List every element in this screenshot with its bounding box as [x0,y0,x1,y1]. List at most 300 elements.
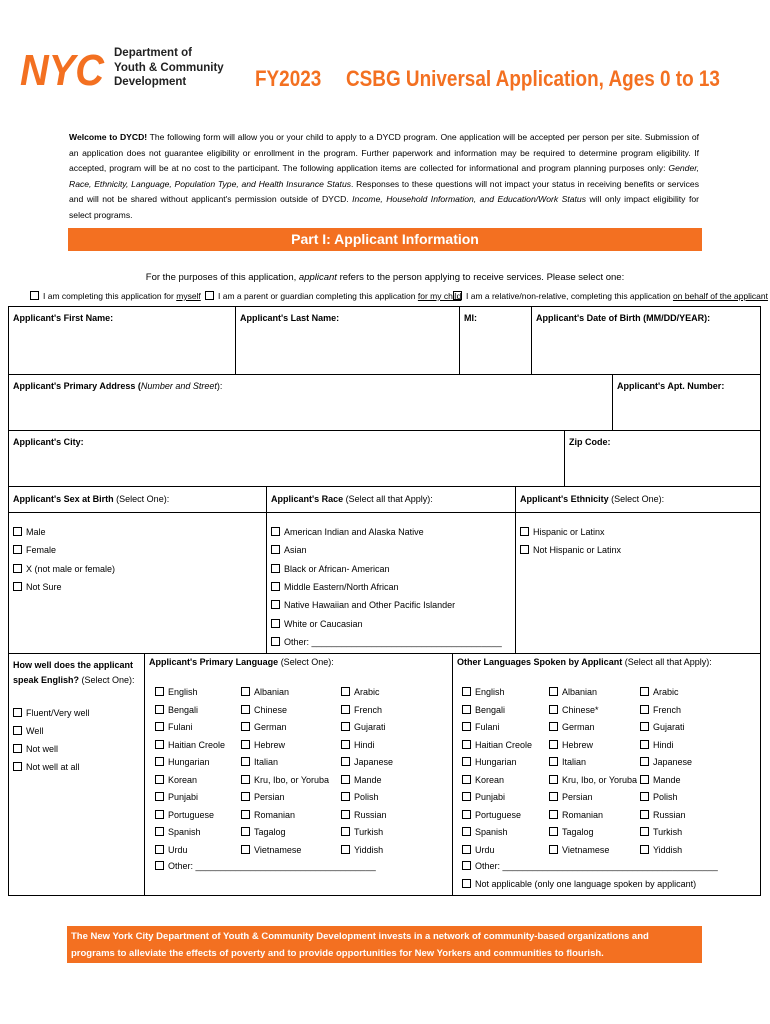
language-option[interactable] [640,810,686,820]
option-label: French [354,704,383,715]
option-label: Not well [26,744,59,754]
checkbox[interactable] [13,582,22,591]
city-label: Applicant's City: [13,437,84,447]
option-label: Korean [168,774,198,785]
language-option[interactable] [241,687,289,697]
checkbox[interactable] [341,722,350,731]
mi-label: MI: [464,313,477,323]
checkbox[interactable] [549,792,558,801]
checkbox[interactable] [13,708,22,717]
language-option[interactable] [241,757,278,767]
english-option[interactable] [13,708,90,718]
english-label-note: (Select One): [79,675,135,685]
option-label: Russian [354,809,387,820]
option-label: Japanese [653,757,693,767]
checkbox[interactable] [341,775,350,784]
sex-option[interactable] [13,527,46,537]
language-option[interactable] [341,722,386,732]
option-label: Not applicable (only one language spoken by applicant) [475,879,697,889]
option-label: Haitian Creole [168,739,226,750]
checkbox[interactable] [13,564,22,573]
checkbox[interactable] [341,792,350,801]
option-label: French [653,704,682,715]
footer-line: The New York City Department of Youth & Community Development invests in a network of community-based organizations and [71,931,649,942]
checkbox[interactable] [462,810,471,819]
checkbox[interactable] [520,545,529,554]
english-option[interactable] [13,744,58,754]
checkbox[interactable] [13,726,22,735]
option-label: Korean [475,774,505,785]
checkbox[interactable] [241,810,250,819]
other-languages-other[interactable] [462,861,718,871]
option-label: Gujarati [653,722,685,732]
checkbox[interactable] [241,827,250,836]
option-label: Italian [254,757,279,767]
checkbox[interactable] [155,775,164,784]
language-option[interactable] [549,705,599,715]
english-label-b: speak English? [13,675,80,685]
checkbox[interactable] [462,879,471,888]
dept-line: Youth & Community [114,61,224,74]
checkbox[interactable] [30,291,39,300]
option-label: Not well at all [26,762,80,772]
option-label: Hebrew [562,739,594,750]
checkbox[interactable] [271,600,280,609]
checkbox[interactable] [341,740,350,749]
dob-label: Applicant's Date of Birth (MM/DD/YEAR): [536,313,711,323]
checkbox[interactable] [549,827,558,836]
option-label-underline: on behalf of the applicant [672,291,768,301]
race-label-text: Applicant's Race [271,494,344,504]
last-name-label: Applicant's Last Name: [240,313,340,323]
ethnicity-option[interactable] [520,545,621,555]
checkbox[interactable] [640,740,649,749]
checkbox[interactable] [640,827,649,836]
checkbox[interactable] [271,619,280,628]
checkbox[interactable] [462,792,471,801]
option-label: Female [26,545,57,555]
language-option[interactable] [640,827,682,837]
checkbox[interactable] [241,775,250,784]
other-languages-not-applicable[interactable] [462,879,696,889]
option-label: Arabic [653,687,679,697]
address-label-c: ): [216,381,223,391]
option-label: Fulani [168,722,193,732]
checkbox[interactable] [462,687,471,696]
checkbox[interactable] [462,757,471,766]
intro-text: The following form will allow you or your child to apply to a DYCD program. One application will be accepted per person per site. Submission of an application does not guarantee eligibility or enrollment in the program. Further paperwork and information may be required to determine program eligibility. If accepted, program will be at no cost to the participant. The following application items are collected for informational and program planning purposes only: [69,132,699,174]
language-option[interactable] [640,792,678,802]
race-option[interactable] [271,582,399,592]
checkbox[interactable] [640,775,649,784]
purposes-part: For the purposes of this application, [145,272,299,283]
english-label-a: How well does the applicant [13,660,134,670]
language-option[interactable] [549,775,637,785]
language-option[interactable] [462,722,500,732]
language-option[interactable] [155,792,198,802]
option-label: Hindi [354,739,375,750]
footer-banner [67,926,702,963]
option-label: X (not male or female) [26,564,116,574]
language-option[interactable] [241,845,301,855]
race-option[interactable] [271,619,363,629]
department-name [114,46,224,90]
checkbox[interactable] [549,687,558,696]
option-label: Not Sure [26,582,62,592]
language-option[interactable] [549,687,597,697]
checkbox[interactable] [341,810,350,819]
checkbox[interactable] [640,792,649,801]
checkbox[interactable] [241,687,250,696]
language-option[interactable] [241,810,295,820]
option-label: Haitian Creole [475,739,533,750]
language-option[interactable] [155,687,198,697]
option-label: Bengali [168,704,199,715]
language-option[interactable] [341,792,379,802]
option-label: Fluent/Very well [26,708,90,718]
ethnicity-option[interactable] [520,527,605,537]
checkbox[interactable] [462,827,471,836]
option-for-child[interactable] [205,291,461,301]
checkbox[interactable] [155,810,164,819]
language-option[interactable] [462,775,504,785]
nyc-logo-text: NYC [20,47,106,91]
language-option[interactable] [341,740,375,750]
purposes-italic: applicant [298,272,337,283]
language-option[interactable] [341,845,383,855]
checkbox[interactable] [462,845,471,854]
option-label: Arabic [354,687,380,697]
option-label: Other: ____________________________________ [168,861,376,871]
option-label: Punjabi [168,792,199,802]
checkbox[interactable] [13,744,22,753]
intro-text: . Responses to these questions will not impact your status in receiving benefits or services and will not be shared without applicant's permission outside of DYCD. [69,178,700,205]
option-on-behalf[interactable] [453,291,768,301]
language-option[interactable] [155,810,214,820]
option-label: Yiddish [354,844,384,855]
option-label: Vietnamese [562,844,610,855]
option-label-underline: for my child [417,291,462,301]
option-label: Italian [562,757,587,767]
checkbox[interactable] [341,687,350,696]
ethnicity-label-text: Applicant's Ethnicity [520,494,609,504]
option-label: Portuguese [168,809,215,820]
english-option[interactable] [13,762,80,772]
language-option[interactable] [241,827,286,837]
other-languages-label-text: Other Languages Spoken by Applicant [457,657,623,667]
option-label: Persian [562,792,593,802]
footer-line: programs to alleviate the effects of poverty and to provide opportunities for New Yorkers and communities to flourish. [71,948,604,959]
checkbox[interactable] [13,527,22,536]
option-label: I am a relative/non-relative, completing this application [466,291,673,301]
checkbox[interactable] [241,722,250,731]
language-option[interactable] [155,757,210,767]
option-label: Black or African- American [284,564,390,574]
section-header-part1: Part I: Applicant Information [68,228,702,251]
option-label: Bengali [475,704,506,715]
checkbox[interactable] [453,291,462,300]
checkbox[interactable] [462,740,471,749]
checkbox[interactable] [549,810,558,819]
checkbox[interactable] [241,792,250,801]
checkbox[interactable] [549,722,558,731]
checkbox[interactable] [549,740,558,749]
option-myself[interactable] [30,291,201,301]
option-label: Tagalog [562,827,594,837]
option-label: Other: ______________________________________ [284,637,502,647]
apt-label: Applicant's Apt. Number: [617,381,725,391]
option-label: Mande [354,774,382,785]
checkbox[interactable] [155,722,164,731]
option-label: Hebrew [254,739,286,750]
option-label: Male [26,527,46,537]
language-option[interactable] [549,810,603,820]
checkbox[interactable] [241,705,250,714]
checkbox[interactable] [462,705,471,714]
language-option[interactable] [549,722,595,732]
option-label: White or Caucasian [284,619,363,629]
option-label: Not Hispanic or Latinx [533,545,622,555]
option-label: German [254,722,287,732]
checkbox[interactable] [549,845,558,854]
option-label: I am completing this application for [43,291,177,301]
checkbox[interactable] [341,705,350,714]
sex-label-note: (Select One): [113,494,170,504]
language-option[interactable] [341,687,380,697]
other-languages-label [457,657,712,667]
option-label: Albanian [254,687,290,697]
language-option[interactable] [640,705,681,715]
checkbox[interactable] [271,527,280,536]
checkbox[interactable] [341,757,350,766]
option-label: Persian [254,792,285,802]
race-option[interactable] [271,527,424,537]
checkbox[interactable] [640,687,649,696]
welcome-text: Welcome to DYCD! [69,132,148,142]
sex-label-text: Applicant's Sex at Birth [13,494,114,504]
checkbox[interactable] [640,757,649,766]
fiscal-year: FY2023 [255,66,322,91]
checkbox[interactable] [640,810,649,819]
language-option[interactable] [640,687,679,697]
address-label-a: Applicant's Primary Address ( [13,381,141,391]
nyc-logo [20,47,106,91]
option-label: Chinese [254,704,288,715]
option-label: Fulani [475,722,500,732]
option-label: Tagalog [254,827,286,837]
language-option[interactable] [241,792,285,802]
checkbox[interactable] [549,775,558,784]
language-option[interactable] [341,827,383,837]
dept-line: Department of [114,47,192,59]
option-label: Native Hawaiian and Other Pacific Islander [284,600,456,610]
option-label: American Indian and Alaska Native [284,527,424,537]
option-label: Spanish [168,827,201,837]
option-label: Spanish [475,827,508,837]
language-option[interactable] [462,810,521,820]
checkbox[interactable] [640,705,649,714]
option-label: Chinese* [562,704,599,715]
checkbox[interactable] [241,757,250,766]
primary-language-label-note: (Select One): [278,657,334,667]
option-label: Punjabi [475,792,506,802]
race-label [271,494,433,504]
option-label: Portuguese [475,809,522,820]
primary-language-label [149,657,334,667]
english-option[interactable] [13,726,43,736]
zip-label: Zip Code: [569,437,611,447]
sex-label [13,494,169,504]
option-label: Mande [653,774,681,785]
language-option[interactable] [155,775,197,785]
language-option[interactable] [462,705,505,715]
checkbox[interactable] [462,722,471,731]
option-label: English [168,687,198,697]
dept-line: Development [114,76,187,88]
other-languages-label-note: (Select all that Apply): [622,657,712,667]
intro-italic: Gender, Race, Ethnicity, Language, Population Type, and Health Insurance Status [69,163,699,189]
page-title: CSBG Universal Application, Ages 0 to 13 [346,66,720,91]
option-label: Turkish [354,827,384,837]
checkbox[interactable] [155,792,164,801]
language-option[interactable] [549,792,593,802]
language-option[interactable] [462,827,508,837]
checkbox[interactable] [155,687,164,696]
option-label: Albanian [562,687,598,697]
option-label: Urdu [475,844,495,855]
option-label: Middle Eastern/North African [284,582,399,592]
race-option[interactable] [271,564,390,574]
intro-paragraph [69,130,699,224]
option-label: Asian [284,545,307,555]
option-label: Russian [653,809,686,820]
language-option[interactable] [462,757,517,767]
checkbox[interactable] [155,740,164,749]
language-option[interactable] [241,775,329,785]
english-label [13,658,135,688]
option-label: Well [26,726,44,736]
language-option[interactable] [462,740,532,750]
language-option[interactable] [549,757,586,767]
option-label: Romanian [562,809,604,820]
checkbox[interactable] [271,545,280,554]
checkbox[interactable] [13,545,22,554]
checkbox[interactable] [549,757,558,766]
language-option[interactable] [462,845,495,855]
checkbox[interactable] [640,845,649,854]
checkbox[interactable] [241,845,250,854]
checkbox[interactable] [155,757,164,766]
language-option[interactable] [155,827,201,837]
language-option[interactable] [341,775,382,785]
checkbox[interactable] [520,527,529,536]
purposes-text [0,272,770,283]
language-option[interactable] [640,845,682,855]
language-option[interactable] [640,740,674,750]
race-option-other[interactable] [271,637,502,647]
checkbox[interactable] [341,845,350,854]
primary-language-label-text: Applicant's Primary Language [149,657,279,667]
checkbox[interactable] [205,291,214,300]
intro-text: will only impact eligibility for select programs. [69,194,699,220]
language-option[interactable] [549,740,593,750]
option-label: I am a parent or guardian completing this application [218,291,418,301]
race-label-note: (Select all that Apply): [343,494,433,504]
checkbox[interactable] [271,582,280,591]
checkbox[interactable] [640,722,649,731]
option-label: Turkish [653,827,683,837]
option-label: Vietnamese [254,844,302,855]
language-option[interactable] [241,705,287,715]
language-option[interactable] [640,722,685,732]
checkbox[interactable] [341,827,350,836]
option-label-underline: myself [176,291,201,301]
checkbox[interactable] [155,827,164,836]
option-label: Romanian [254,809,296,820]
language-option[interactable] [155,705,198,715]
language-option[interactable] [341,705,382,715]
checkbox[interactable] [271,564,280,573]
checkbox[interactable] [155,845,164,854]
language-option[interactable] [462,687,505,697]
checkbox[interactable] [155,861,164,870]
option-label: Polish [653,792,678,802]
language-option[interactable] [155,740,225,750]
option-label: Gujarati [354,722,386,732]
race-option[interactable] [271,545,307,555]
ethnicity-label-note: (Select One): [608,494,665,504]
language-option[interactable] [155,722,193,732]
checkbox[interactable] [462,775,471,784]
checkbox[interactable] [155,705,164,714]
option-label: German [562,722,595,732]
checkbox[interactable] [271,637,280,646]
language-option[interactable] [241,722,287,732]
race-option[interactable] [271,600,455,610]
language-option[interactable] [462,792,505,802]
option-label: Urdu [168,844,188,855]
sex-option[interactable] [13,545,56,555]
intro-italic: Income, Household Information, and Education/Work Status [352,194,587,205]
address-label [13,381,222,391]
language-option[interactable] [640,775,681,785]
language-option[interactable] [341,810,387,820]
option-label: Hungarian [168,757,210,767]
ethnicity-label [520,494,664,504]
option-label: Polish [354,792,379,802]
primary-language-other[interactable] [155,861,376,871]
sex-option[interactable] [13,582,62,592]
purposes-part: refers to the person applying to receive services. Please select one: [336,272,625,283]
sex-option[interactable] [13,564,115,574]
checkbox[interactable] [13,762,22,771]
language-option[interactable] [549,827,594,837]
language-option[interactable] [241,740,285,750]
option-label: Hindi [653,739,674,750]
option-label: Hispanic or Latinx [533,527,605,537]
language-option[interactable] [341,757,393,767]
checkbox[interactable] [462,861,471,870]
option-label: Kru, Ibo, or Yoruba [254,774,330,785]
checkbox[interactable] [241,740,250,749]
option-label: Hungarian [475,757,517,767]
language-option[interactable] [549,845,609,855]
checkbox[interactable] [549,705,558,714]
language-option[interactable] [155,845,188,855]
option-label: Kru, Ibo, or Yoruba [562,774,638,785]
language-option[interactable] [640,757,692,767]
option-label: Japanese [354,757,394,767]
